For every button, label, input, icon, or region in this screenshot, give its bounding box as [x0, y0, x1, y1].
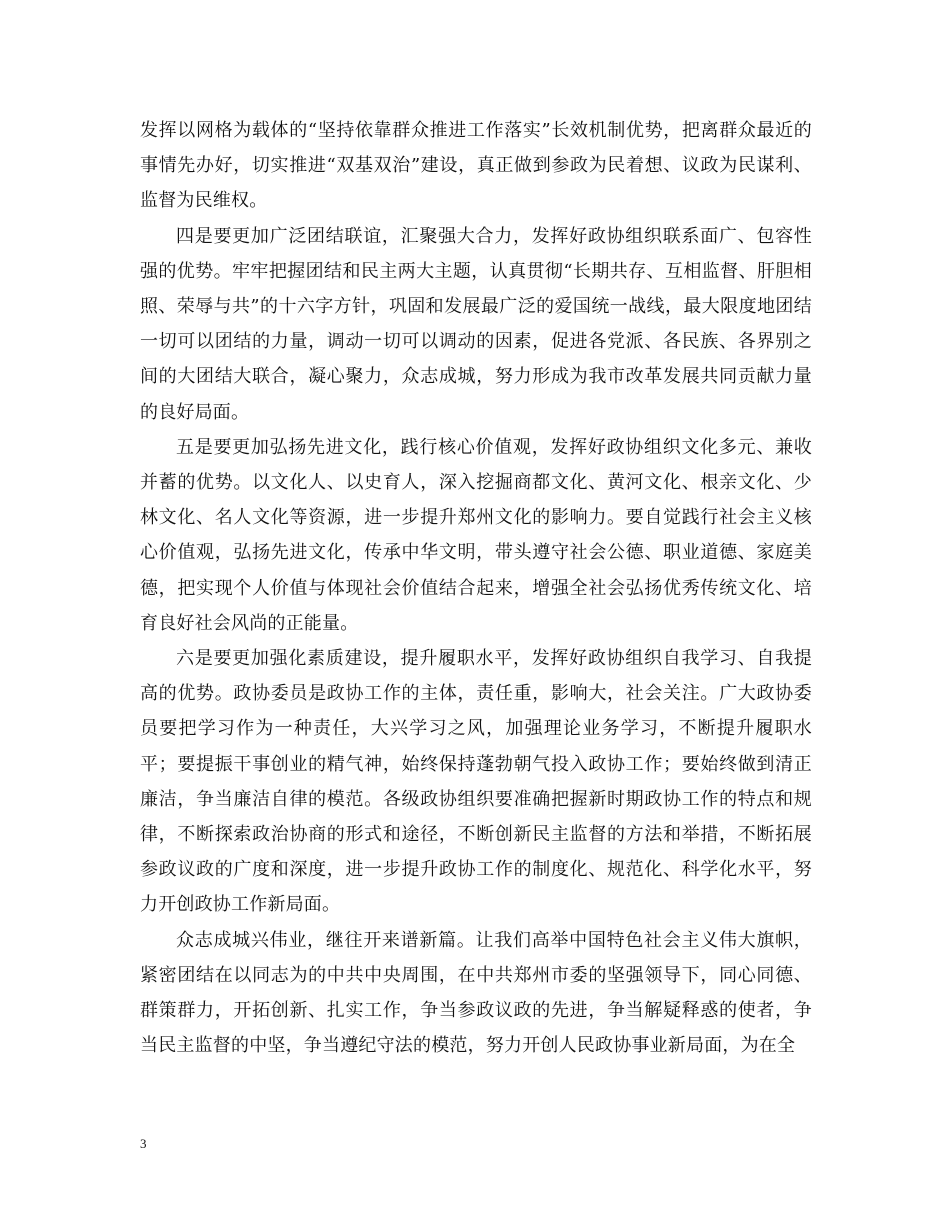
paragraph-six: 六是要更加强化素质建设，提升履职水平，发挥好政协组织自我学习、自我提高的优势。政协委员是政协工作的主体，责任重，影响大，社会关注。广大政协委员要把学习作为一种责任，大兴学习之风，加强理论业务学习，不断提升履职水平；要提振干事创业的精气神，始终保持蓬勃朝气投入政协工作；要始终做到清正廉洁，争当廉洁自律的模范。各级政协组织要准确把握新时期政协工作的特点和规律，不断探索政治协商的形式和途径，不断创新民主监督的方法和举措，不断拓展参政议政的广度和深度，进一步提升政协工作的制度化、规范化、科学化水平，努力开创政协工作新局面。 — [140, 648, 812, 916]
paragraph-closing: 众志成城兴伟业，继往开来谱新篇。让我们高举中国特色社会主义伟大旗帜，紧密团结在以同志为的中共中央周围，在中共郑州市委的坚强领导下，同心同德、群策群力，开拓创新、扎实工作，争当参政议政的先进，争当解疑释惑的使者，争当民主监督的中坚，争当遵纪守法的模范，努力开创人民政协事业新局面，为在全 — [140, 929, 812, 1057]
paragraph-continued: 发挥以网格为载体的“坚持依靠群众推进工作落实”长效机制优势，把离群众最近的事情先办好，切实推进“双基双治”建设，真正做到参政为民着想、议政为民谋利、监督为民维权。 — [140, 120, 812, 212]
paragraph-five: 五是要更加弘扬先进文化，践行核心价值观，发挥好政协组织文化多元、兼收并蓄的优势。以文化人、以史育人，深入挖掘商都文化、黄河文化、根亲文化、少林文化、名人文化等资源，进一步提升郑州文化的影响力。要自觉践行社会主义核心价值观，弘扬先进文化，传承中华文明，带头遵守社会公德、职业道德、家庭美德，把实现个人价值与体现社会价值结合起来，增强全社会弘扬优秀传统文化、培育良好社会风尚的正能量。 — [140, 436, 812, 634]
page-number: 3 — [140, 1136, 147, 1151]
document-body — [140, 113, 812, 1063]
paragraph-four: 四是要更加广泛团结联谊，汇聚强大合力，发挥好政协组织联系面广、包容性强的优势。牢牢把握团结和民主两大主题，认真贯彻“长期共存、互相监督、肝胆相照、荣辱与共”的十六字方针，巩固和发展最广泛的爱国统一战线，最大限度地团结一切可以团结的力量，调动一切可以调动的因素，促进各党派、各民族、各界别之间的大团结大联合，凝心聚力，众志成城，努力形成为我市改革发展共同贡献力量的良好局面。 — [140, 225, 812, 423]
